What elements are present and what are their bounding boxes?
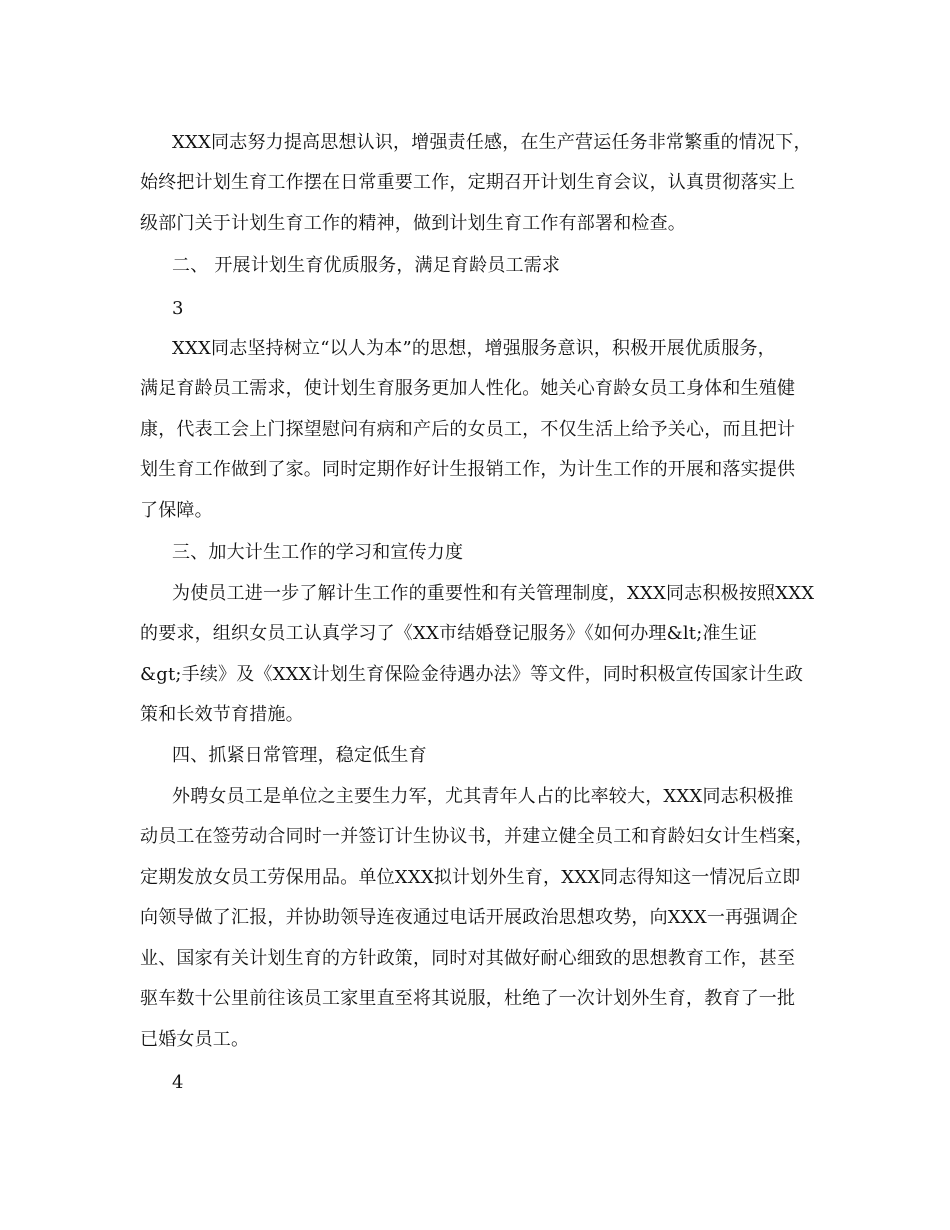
section-heading: 四、抓紧日常管理，稳定低生育 (172, 745, 427, 766)
section-heading: 二、 开展计划生育优质服务，满足育龄员工需求 (172, 255, 561, 276)
text-line: 外聘女员工是单位之主要生力军，尤其青年人占的比率较大，XXX同志积极推 (172, 786, 794, 807)
text-line: 了保障。 (140, 500, 213, 521)
text-line: &gt;手续》及《XXX计划生育保险金待遇办法》等文件，同时积极宣传国家计生政 (140, 664, 804, 685)
text-line: 的要求，组织女员工认真学习了《XX市结婚登记服务》《如何办理&lt;准生证 (140, 623, 758, 644)
text-line: 划生育工作做到了家。同时定期作好计生报销工作，为计生工作的开展和落实提供 (140, 459, 796, 480)
section-heading: 三、加大计生工作的学习和宣传力度 (172, 542, 464, 563)
text-line: 级部门关于计划生育工作的精神，做到计划生育工作有部署和检查。 (140, 213, 686, 234)
page-number: 4 (172, 1072, 184, 1093)
text-line: 动员工在签劳动合同时一并签订计生协议书，并建立健全员工和育龄妇女计生档案， (140, 826, 814, 847)
text-line: 始终把计划生育工作摆在日常重要工作，定期召开计划生育会议，认真贯彻落实上 (140, 172, 796, 193)
text-line: 已婚女员工。 (140, 1029, 250, 1050)
text-line: XXX同志坚持树立“以人为本”的思想，增强服务意识，积极开展优质服务， (172, 338, 776, 359)
text-line: 满足育龄员工需求，使计划生育服务更加人性化。她关心育龄女员工身体和生殖健 (140, 378, 796, 399)
page-number: 3 (172, 298, 184, 319)
text-line: 驱车数十公里前往该员工家里直至将其说服，杜绝了一次计划外生育，教育了一批 (140, 988, 796, 1009)
text-line: XXX同志努力提高思想认识，增强责任感，在生产营运任务非常繁重的情况下， (172, 132, 812, 153)
text-line: 业、国家有关计划生育的方针政策，同时对其做好耐心细致的思想教育工作，甚至 (140, 948, 796, 969)
text-line: 为使员工进一步了解计生工作的重要性和有关管理制度，XXX同志积极按照XXX (172, 583, 815, 604)
text-line: 康，代表工会上门探望慰问有病和产后的女员工，不仅生活上给予关心，而且把计 (140, 419, 796, 440)
text-line: 策和长效节育措施。 (140, 704, 304, 725)
text-line: 向领导做了汇报，并协助领导连夜通过电话开展政治思想攻势，向XXX一再强调企 (140, 907, 798, 928)
text-line: 定期发放女员工劳保用品。单位XXX拟计划外生育，XXX同志得知这一情况后立即 (140, 867, 801, 888)
